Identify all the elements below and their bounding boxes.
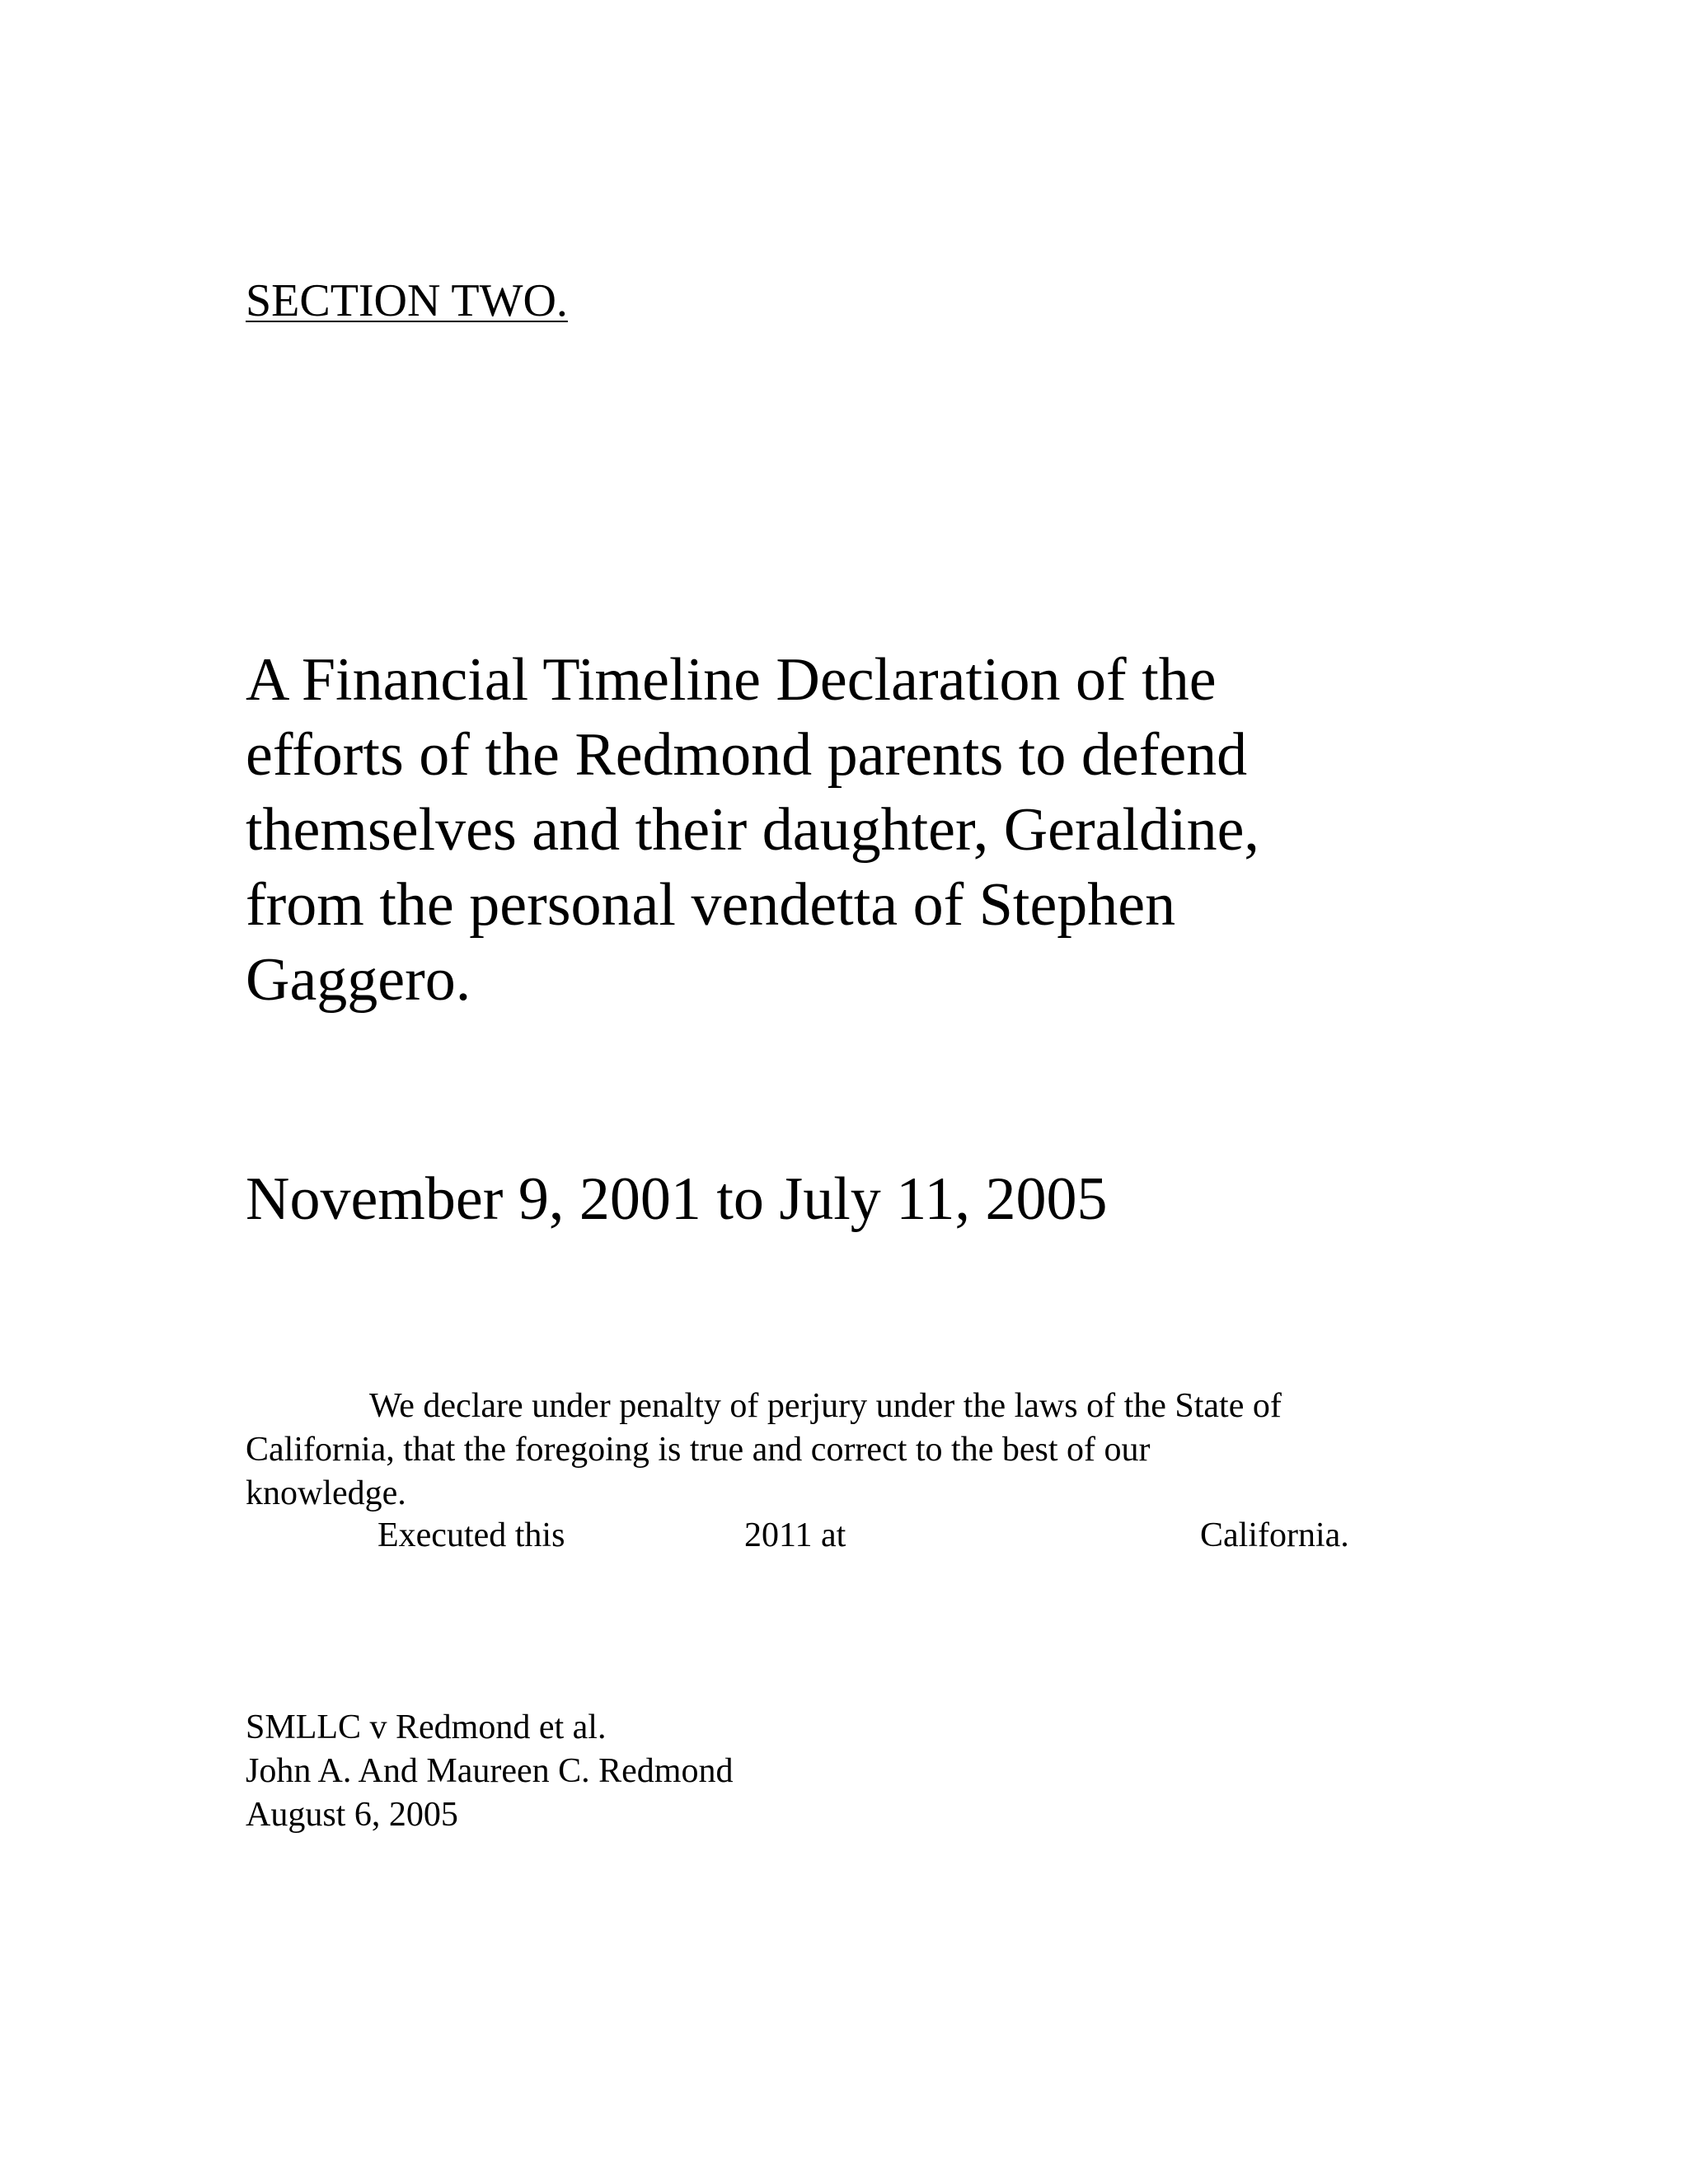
executed-line — [0, 1512, 1688, 1558]
title-line: themselves and their daughter, Geraldine, — [246, 796, 1259, 864]
case-name: SMLLC v Redmond et al. — [246, 1708, 607, 1746]
declarant-names: John A. And Maureen C. Redmond — [246, 1752, 734, 1790]
executed-year: 2011 at — [744, 1516, 846, 1554]
executed-state: California. — [1200, 1516, 1349, 1554]
footer-date: August 6, 2005 — [246, 1796, 458, 1834]
declaration-line: We declare under penalty of perjury under the laws of the State of — [369, 1387, 1282, 1425]
executed-label: Executed this — [377, 1516, 565, 1554]
declaration-line: knowledge. — [246, 1474, 406, 1512]
section-heading: SECTION TWO. — [246, 275, 568, 326]
case-footer — [246, 1706, 733, 1837]
declaration-line: California, that the foregoing is true and correct to the best of our — [246, 1431, 1151, 1469]
declaration-paragraph — [246, 1385, 1449, 1516]
date-range: November 9, 2001 to July 11, 2005 — [246, 1165, 1108, 1233]
document-title — [246, 643, 1482, 1018]
title-line: Gaggero. — [246, 946, 471, 1014]
title-line: A Financial Timeline Declaration of the — [246, 646, 1217, 714]
title-line: efforts of the Redmond parents to defend — [246, 721, 1248, 789]
title-line: from the personal vendetta of Stephen — [246, 871, 1176, 939]
